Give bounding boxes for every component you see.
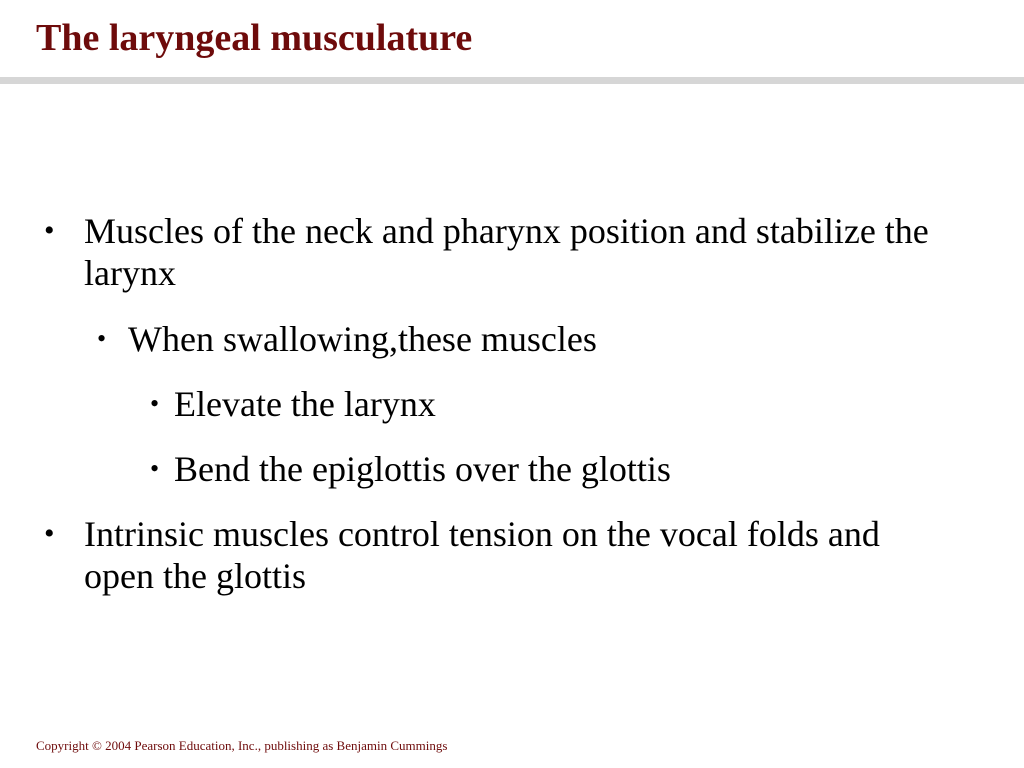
bullet-item <box>0 210 934 294</box>
title-divider <box>0 77 1024 84</box>
copyright-footer: Copyright © 2004 Pearson Education, Inc., publishing as Benjamin Cummings <box>36 738 448 753</box>
sub-bullet-item <box>0 318 928 360</box>
bullet-marker: • <box>150 389 160 418</box>
bullet-text: Intrinsic muscles control tension on the vocal folds and open the glottis <box>84 514 880 596</box>
bullet-item <box>0 513 934 597</box>
sub-sub-bullet-item <box>0 383 954 425</box>
bullet-text: Elevate the larynx <box>174 384 436 424</box>
bullet-text: When swallowing,these muscles <box>128 319 597 359</box>
sub-sub-bullet-item <box>0 448 954 490</box>
bullet-marker: • <box>44 517 55 550</box>
bullet-marker: • <box>150 454 160 483</box>
bullet-marker: • <box>44 214 55 247</box>
slide-title: The laryngeal musculature <box>36 17 473 59</box>
bullet-text: Muscles of the neck and pharynx position and stabilize the larynx <box>84 211 929 293</box>
bullet-text: Bend the epiglottis over the glottis <box>174 449 671 489</box>
bullet-list <box>0 210 1024 621</box>
bullet-marker: • <box>97 324 107 353</box>
